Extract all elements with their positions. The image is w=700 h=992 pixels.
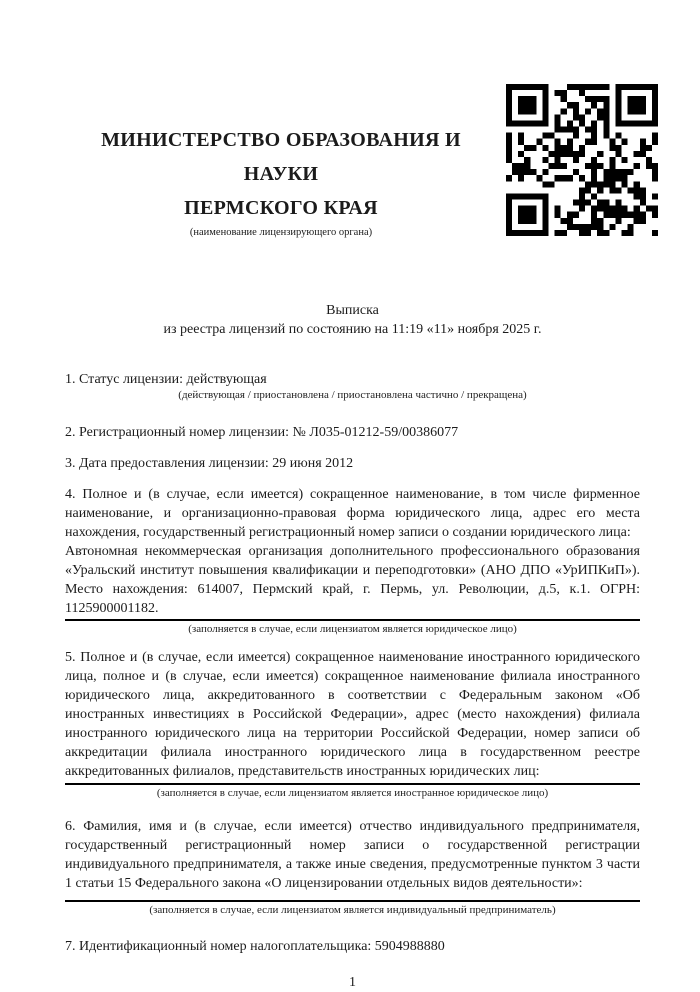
license-status-line: 1. Статус лицензии: действующая (65, 372, 267, 387)
foreign-entity-caption: (заполняется в случае, если лицензиатом является иностранное юридическое лицо) (156, 787, 549, 799)
license-grant-date-line: 3. Дата предоставления лицензии: 29 июня 2012 (65, 456, 354, 471)
license-status-options-caption: (действующая / приостановлена / приостановлена частично / прекращена) (178, 389, 527, 401)
qr-code (506, 84, 658, 236)
legal-entity-caption: (заполняется в случае, если лицензиатом является юридическое лицо) (188, 623, 517, 635)
document-title: Выписка (326, 303, 379, 318)
licensing-authority-block (65, 123, 497, 240)
taxpayer-id-line: 7. Идентификационный номер налогоплательщика: 5904988880 (65, 939, 445, 954)
licensing-authority-name-line1: МИНИСТЕРСТВО ОБРАЗОВАНИЯ И НАУКИ (101, 129, 461, 185)
foreign-entity-rule (65, 783, 640, 785)
licensing-authority-name-line2: ПЕРМСКОГО КРАЯ (184, 197, 378, 219)
individual-entrepreneur-caption: (заполняется в случае, если лицензиатом является индивидуальный предприниматель) (149, 904, 556, 916)
page-number: 1 (349, 975, 356, 990)
legal-entity-rule (65, 619, 640, 621)
foreign-entity-section-label: 5. Полное и (в случае, если имеется) сокращенное наименование иностранного юридического лица, полное и (в случае, если имеется) сокращенное наименование филиала иностранного юридического лица, аккредитованного в соответствии с Федеральным законом «Об иностранных инвестициях в Российской Федерации», адрес (место нахождения) филиала иностранного юридического лица на территории Российской Федерации, номер записи об аккредитации филиала иностранного юридического лица в государственном реестре аккредитованных филиалов, представительств иностранных юридических лиц: (65, 650, 640, 779)
individual-entrepreneur-rule (65, 900, 640, 902)
document-header (65, 0, 640, 301)
document-subtitle: из реестра лицензий по состоянию на 11:19 «11» ноября 2025 г. (163, 322, 542, 337)
licensing-authority-caption: (наименование лицензирующего органа) (189, 227, 373, 238)
legal-entity-section-label: 4. Полное и (в случае, если имеется) сокращенное наименование, в том числе фирменное наименование, и организационно-правовая форма юридического лица, адрес его места нахождения, государственный регистрационный номер записи о создании юридического лица: (65, 487, 640, 540)
document-title-block (65, 301, 640, 339)
license-registration-number-line: 2. Регистрационный номер лицензии: № Л035-01212-59/00386077 (65, 425, 459, 440)
individual-entrepreneur-section-label: 6. Фамилия, имя и (в случае, если имеется) отчество индивидуального предпринимателя, государственный регистрационный номер записи о государственной регистрации индивидуального предпринимателя, а также иные сведения, предусмотренные пунктом 3 части 1 статьи 15 Федерального закона «О лицензировании отдельных видов деятельности»: (65, 819, 640, 891)
legal-entity-value: Автономная некоммерческая организация дополнительного профессионального образования «Уральский институт повышения квалификации и переподготовки» (АНО ДПО «УрИПКиП»). Место нахождения: 614007, Пермский край, г. Пермь, ул. Революции, д.5, к.1. ОГРН: 1125900001182. (65, 544, 640, 616)
